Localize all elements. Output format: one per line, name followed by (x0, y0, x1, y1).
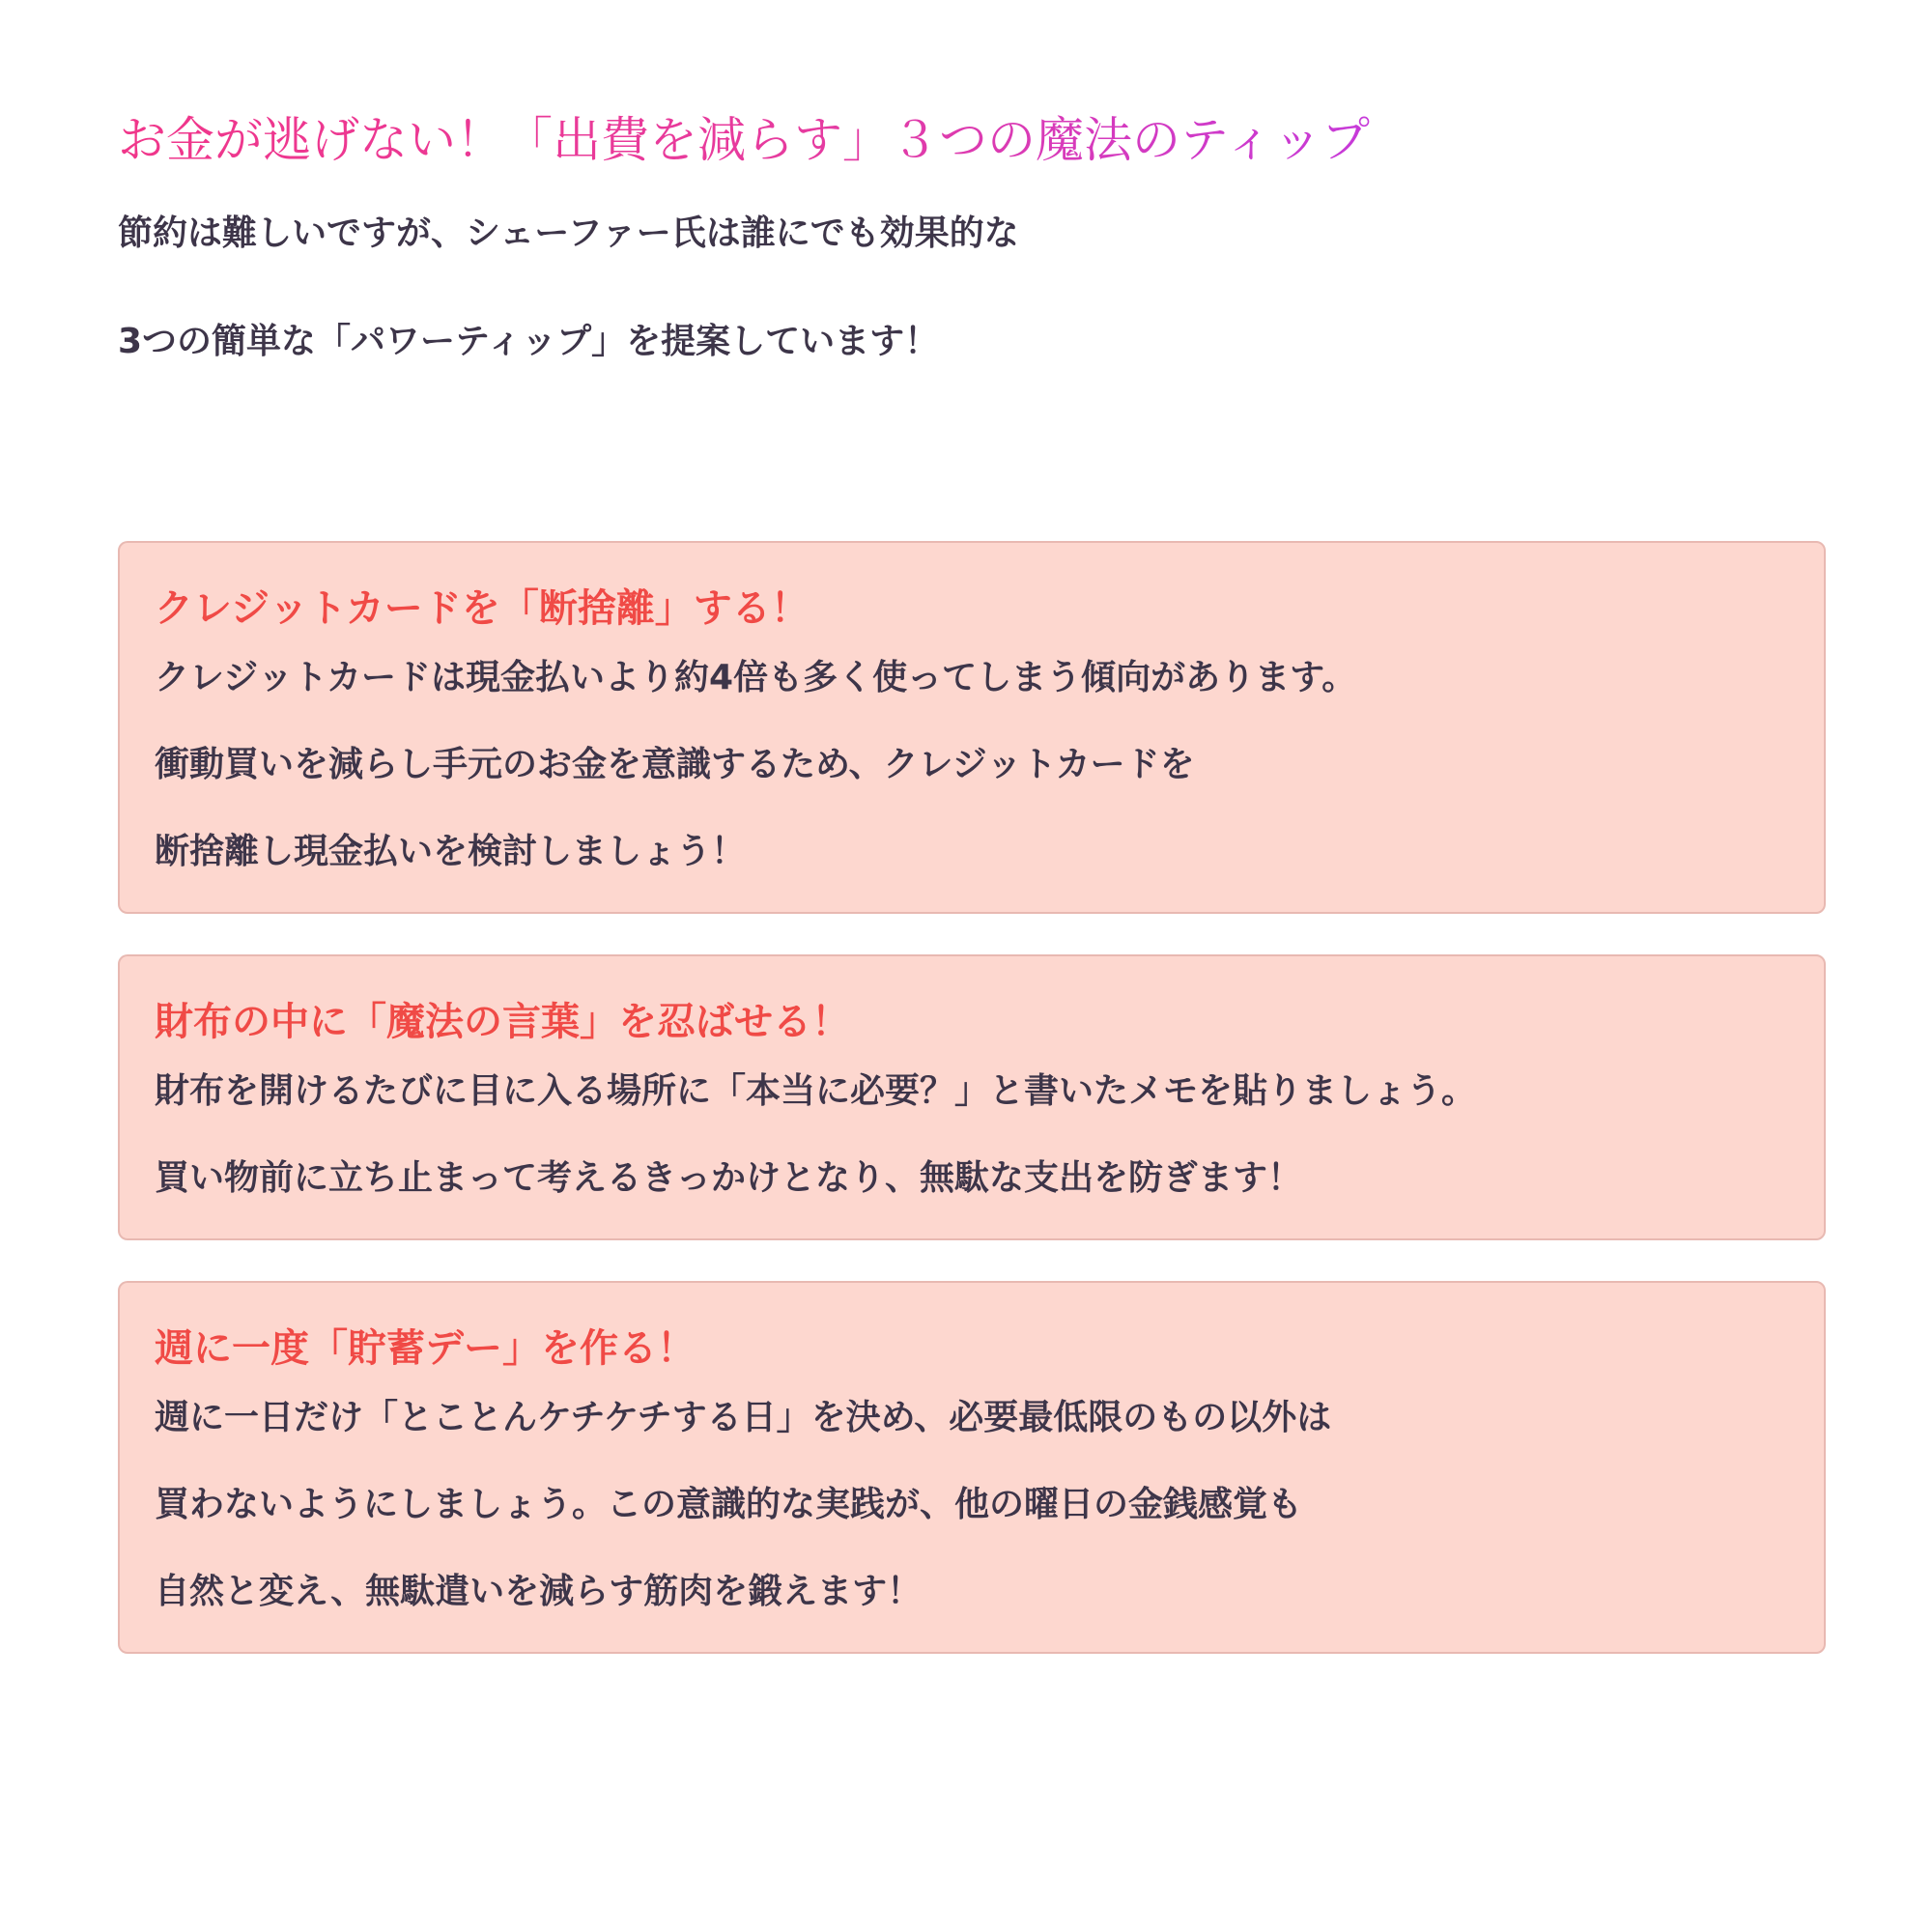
tip-line: 自然と変え、無駄遣いを減らす筋肉を鍛えます！ (155, 1572, 923, 1611)
tip-line: 財布を開けるたびに目に入る場所に「本当に必要？」と書いたメモを貼りましょう。 (155, 1071, 1477, 1111)
tip-line: 週に一日だけ「とことんケチケチする日」を決め、必要最低限のもの以外は (155, 1398, 1332, 1437)
page-title: お金が逃げない！「出費を減らす」３つの魔法のティップ (118, 106, 1370, 174)
tip-body (155, 1393, 1789, 1617)
tip-line: 買い物前に立ち止まって考えるきっかけとなり、無駄な支出を防ぎます！ (155, 1158, 1303, 1198)
tip-title: 週に一度「貯蓄デー」を作る！ (155, 1326, 696, 1371)
article (118, 106, 1826, 1611)
tip-line: 買わないようにしましょう。この意識的な実践が、他の曜日の金銭感覚も (155, 1485, 1303, 1524)
tip-body (155, 1066, 1789, 1204)
intro-line: 節約は難しいですが、シェーファー氏は誰にでも効果的な (118, 213, 1019, 253)
tip-title: クレジットカードを「断捨離」する！ (155, 586, 810, 631)
tip-card-savings-day (118, 1281, 1826, 1654)
tips-list (118, 541, 1826, 1654)
tip-line: 衝動買いを減らし手元のお金を意識するため、クレジットカードを (155, 745, 1195, 784)
tip-body (155, 653, 1789, 877)
tip-title: 財布の中に「魔法の言葉」を忍ばせる！ (155, 1000, 850, 1044)
intro-paragraph (118, 211, 1826, 365)
tip-card-credit-card (118, 541, 1826, 914)
intro-line: 3つの簡単な「パワーティップ」を提案しています！ (118, 322, 940, 361)
tip-line: クレジットカードは現金払いより約4倍も多く使ってしまう傾向があります。 (155, 658, 1357, 697)
tip-card-magic-words (118, 954, 1826, 1240)
tip-line: 断捨離し現金払いを検討しましょう！ (155, 832, 747, 871)
